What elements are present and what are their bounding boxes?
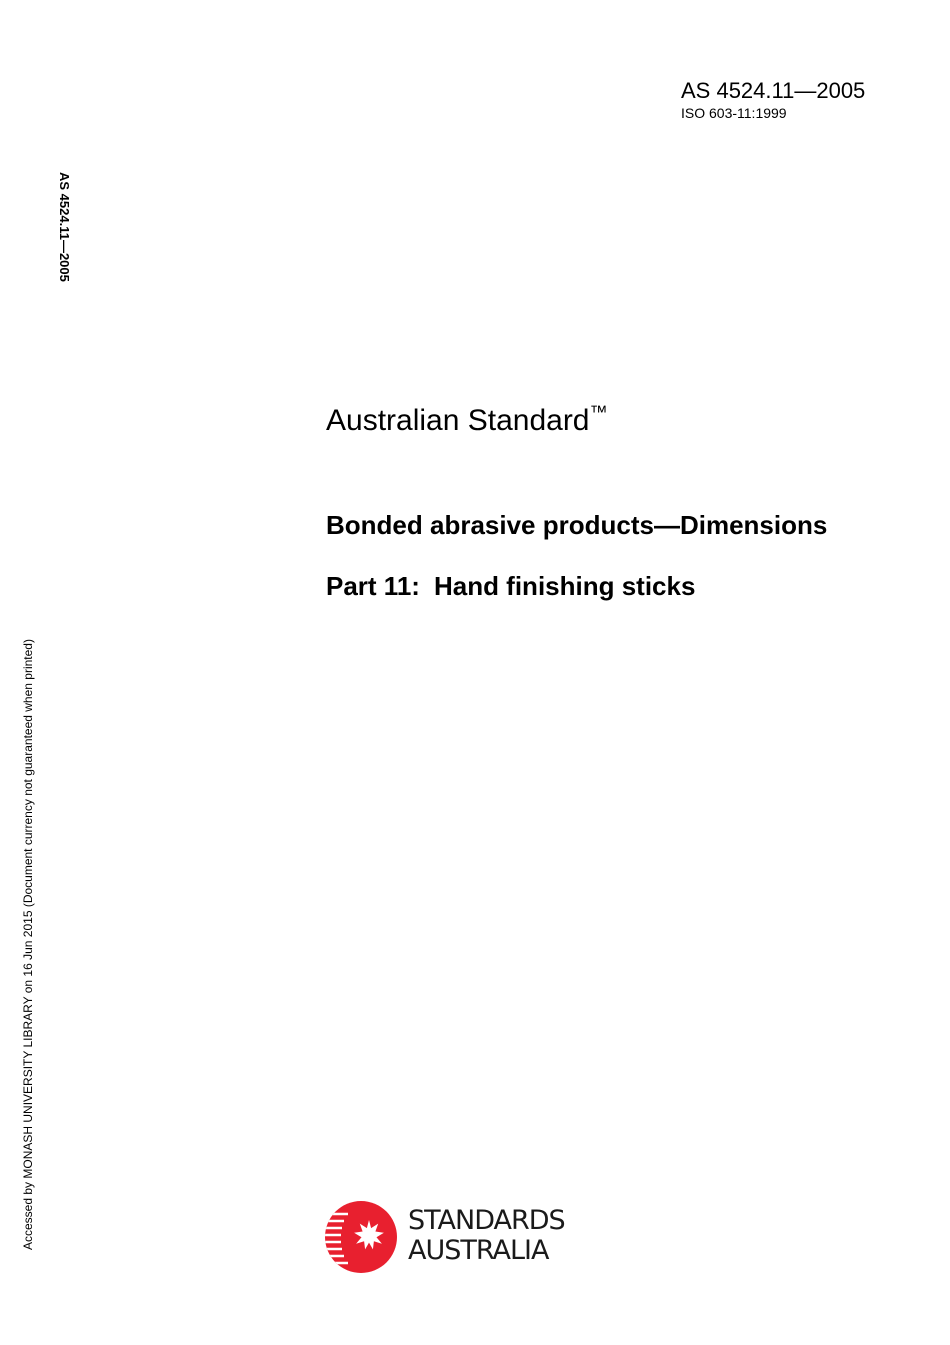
- logo-line-2: AUSTRALIA: [408, 1235, 549, 1266]
- iso-reference: ISO 603-11:1999: [681, 105, 787, 121]
- logo-line-1: STANDARDS: [408, 1205, 565, 1236]
- standards-australia-logo: [324, 1200, 584, 1274]
- part-title-text: Hand finishing sticks: [433, 571, 696, 601]
- part-number: Part 11:: [326, 571, 420, 601]
- standards-australia-star-icon: [324, 1200, 398, 1274]
- document-title: Bonded abrasive products—Dimensions: [326, 510, 828, 540]
- access-notice: Accessed by MONASH UNIVERSITY LIBRARY on 16 Jun 2015 (Document currency not guaranteed when printed): [21, 639, 35, 1250]
- part-title: [326, 570, 695, 602]
- trademark-symbol: ™: [589, 402, 608, 422]
- spine-document-number: AS 4524.11—2005: [57, 172, 72, 282]
- document-number: AS 4524.11—2005: [681, 78, 866, 103]
- series-title: [326, 403, 608, 439]
- series-title-text: Australian Standard: [326, 404, 590, 437]
- logo-wordmark: [408, 1206, 565, 1266]
